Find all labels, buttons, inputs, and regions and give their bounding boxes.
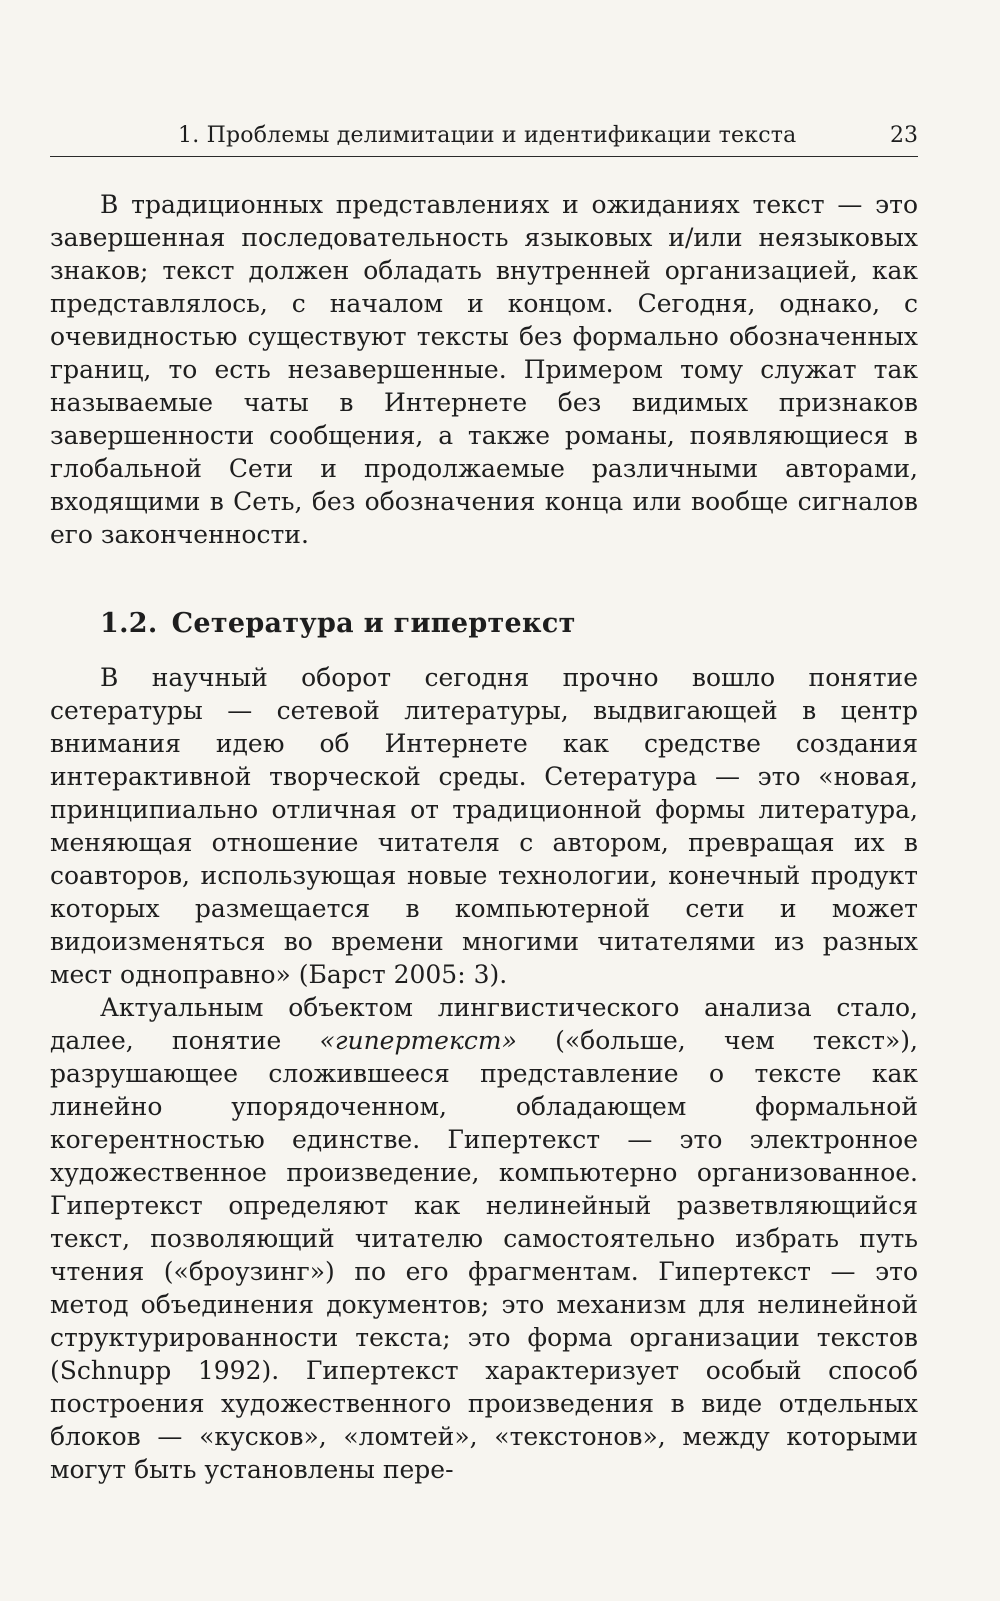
paragraph-3-rest: («больше, чем текст»), разрушающее сложившееся представление о тексте как линейно упорядоченном, обладающем формальной когерентностью единстве. Гипертекст — это электронное художественное произведение, компьютерно организованное. Гипертекст определяют как нелинейный разветвляющийся текст, позволяющий читателю самостоятельно избрать путь чтения («броузинг») по его фрагментам. Гипертекст — это метод объединения документов; это механизм для нелинейной структурированности текста; это форма организации текстов (Schnupp 1992). Гипертекст характеризует особый способ построения художественного произведения в виде отдельных блоков — «кусков», «ломтей», «текстонов», между которыми могут быть установлены пере- (50, 1026, 918, 1484)
section-number: 1.2. (100, 608, 158, 639)
paragraph-2: В научный оборот сегодня прочно вошло понятие сетературы — сетевой литературы, выдвигающей в центр внимания идею об Интернете как средстве создания интерактивной творческой среды. Сетература — это «новая, принципиально отличная от традиционной формы литература, меняющая отношение читателя с автором, превращая их в соавторов, использующая новые технологии, конечный продукт которых размещается в компьютерной сети и может видоизменяться во времени многими читателями из разных мест одноправно» (Барст 2005: 3). (50, 663, 918, 989)
section-heading (100, 606, 918, 642)
page-number: 23 (890, 123, 918, 148)
section-title: Сетература и гипертекст (171, 608, 576, 639)
running-title: 1. Проблемы делимитации и идентификации текста (178, 123, 797, 148)
running-header (50, 118, 918, 157)
book-page (50, 0, 918, 1601)
body-text (50, 188, 918, 1486)
term-hypertext: «гипертекст» (319, 1026, 517, 1055)
paragraph-1: В традиционных представлениях и ожиданиях текст — это завершенная последовательность языковых и/или неязыковых знаков; текст должен обладать внутренней организацией, как представлялось, с началом и концом. Сегодня, однако, с очевидностью существуют тексты без формально обозначенных границ, то есть незавершенные. Примером тому служат так называемые чаты в Интернете без видимых признаков завершенности сообщения, а также романы, появляющиеся в глобальной Сети и продолжаемые различными авторами, входящими в Сеть, без обозначения конца или вообще сигналов его законченности. (50, 190, 918, 549)
paragraph-3-start: Актуальным объектом лингвистического анализа стало, далее, понятие (50, 993, 918, 1055)
paragraph-3 (50, 991, 918, 1486)
